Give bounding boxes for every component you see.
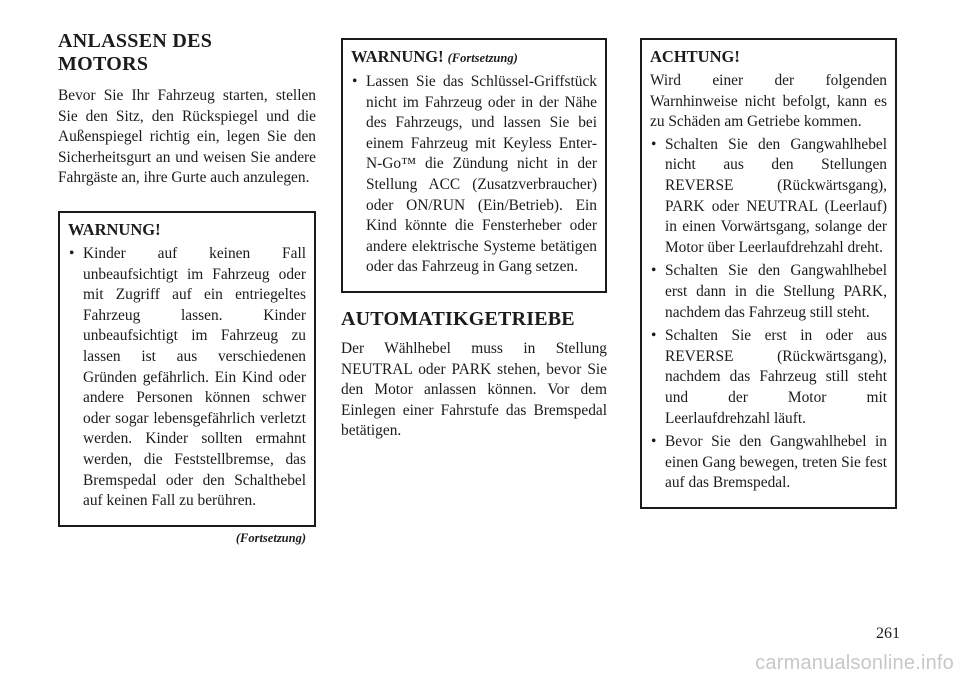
engine-start-paragraph: Bevor Sie Ihr Fahrzeug starten, stellen Sie den Sitz, den Rückspiegel und die Außenspiegel richtig ein, legen Sie den Sicherheitsgurt an und weisen Sie andere Fahrgäste an, ihre Gurte auch anzulegen. [58,87,316,187]
caution-bullet: • Bevor Sie den Gangwahlhebel in einen Gang bewegen, treten Sie fest auf das Bremspedal. [650,432,887,494]
heading-line-1: ANLASSEN DES [58,30,213,52]
warning-title-continued [351,47,597,68]
caution-bullet-list [650,135,887,494]
heading-line-2: MOTORS [58,53,149,75]
watermark: carmanualsonline.info [755,652,954,674]
warning-title-text: WARNUNG! [351,47,444,66]
caution-box [640,38,897,509]
warning-box-children [58,211,316,527]
caution-title: ACHTUNG! [650,47,740,66]
caution-bullet: • Schalten Sie den Gangwahlhebel nicht aus den Stellungen REVERSE (Rückwärtsgang), PARK oder NEUTRAL (Leerlauf) in einen Vorwärtsgang, solange der Motor über Leerlaufdrehzahl dreht. [650,135,887,259]
warning-bullet: • Kinder auf keinen Fall unbeaufsichtigt im Fahrzeug oder mit Zugriff auf ein entriegeltes Fahrzeug lassen. Kinder unbeaufsichtigt im Fahrzeug zu lassen ist aus verschiedenen Gründen gefährlich. Ein Kind oder andere Personen können schwer oder sogar lebensgefährlich verletzt werden. Kinder sollten ermahnt werden, die Feststellbremse, das Bremspedal oder den Schalthebel auf keinen Fall zu berühren. [68,244,306,512]
caution-bullet: • Schalten Sie erst in oder aus REVERSE (Rückwärtsgang), nachdem das Fahrzeug still steht und der Motor mit Leerlaufdrehzahl läuft. [650,326,887,429]
warning-bullet-list [68,244,306,512]
warning-bullet-list [351,72,597,278]
section-heading-engine-start [58,30,316,76]
page-number: 261 [876,625,900,642]
column-left [58,30,316,546]
column-right [640,38,897,509]
warning-box-key-fob [341,38,607,293]
warning-title: WARNUNG! [68,219,161,239]
warning-continued-tag: (Fortsetzung) [447,51,518,65]
caution-bullet: • Schalten Sie den Gangwahlhebel erst dann in die Stellung PARK, nachdem das Fahrzeug still steht. [650,261,887,323]
continued-label: (Fortsetzung) [235,530,306,545]
warning-bullet: • Lassen Sie das Schlüssel-Griffstück nicht im Fahrzeug oder in der Nähe des Fahrzeugs, und lassen Sie bei einem Fahrzeug mit Keyless Enter-N-Go™ die Zündung nicht in der Stellung ACC (Zusatzverbraucher) oder ON/RUN (Ein/Betrieb). Ein Kind könnte die Fensterheber oder andere elektrische Systeme betätigen oder das Fahrzeug in Gang setzen. [351,72,597,278]
caution-intro: Wird einer der folgenden Warnhinweise nicht befolgt, kann es zu Schäden am Getriebe kommen. [650,72,887,131]
column-middle [341,38,607,442]
section-heading-automatic-transmission: AUTOMATIKGETRIEBE [341,307,575,330]
automatic-transmission-paragraph: Der Wählhebel muss in Stellung NEUTRAL oder PARK stehen, bevor Sie den Motor anlassen können. Vor dem Einlegen einer Fahrstufe das Bremspedal betätigen. [341,339,607,440]
